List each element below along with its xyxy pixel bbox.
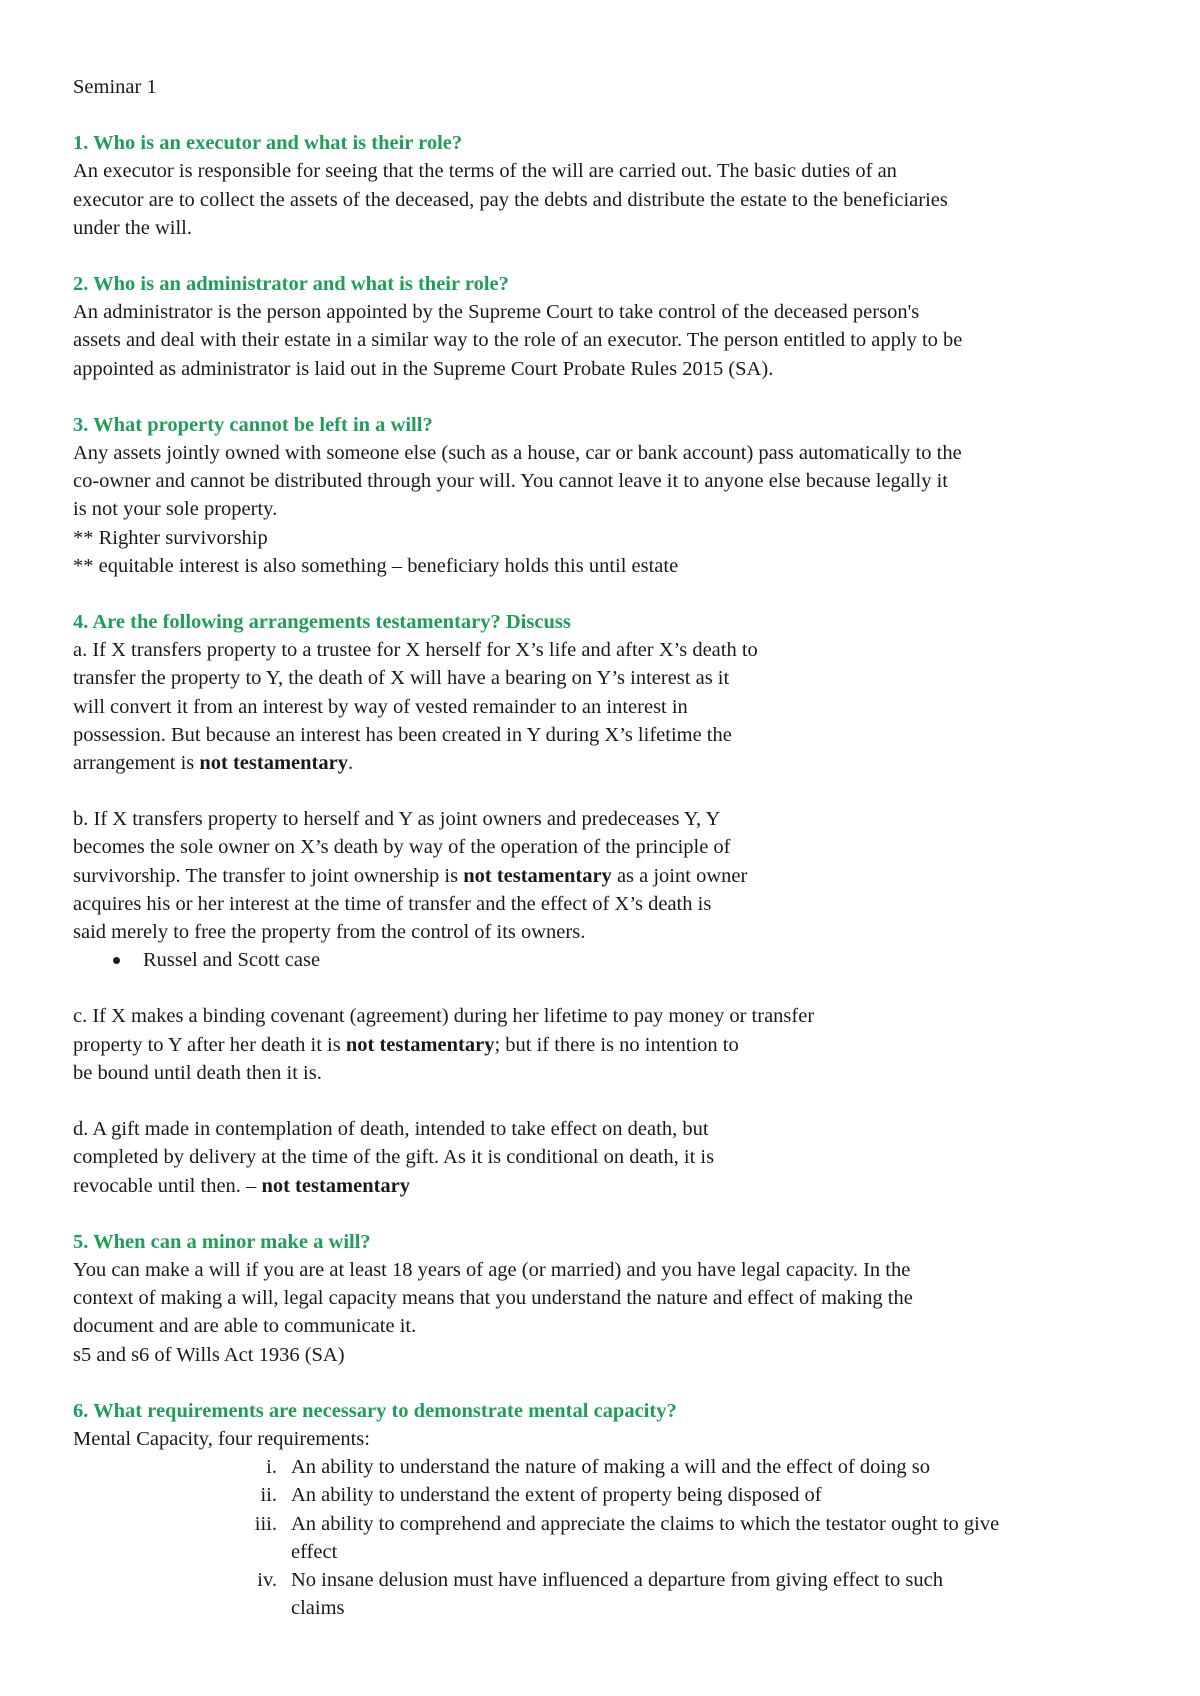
- answer-line: executor are to collect the assets of the deceased, pay the debts and distribute the estate to the beneficiaries: [73, 188, 948, 211]
- list-item-text: An ability to understand the nature of making a will and the effect of doing so: [291, 1456, 930, 1479]
- line-text: ; but if there is no intention to: [494, 1033, 739, 1056]
- answer-line: acquires his or her interest at the time of transfer and the effect of X’s death is: [73, 892, 712, 915]
- question-4-part-c: [73, 1002, 923, 1087]
- document-body: [73, 73, 1153, 1622]
- question-4-heading: 4. Are the following arrangements testamentary? Discuss: [73, 611, 571, 634]
- line-text: revocable until then. –: [73, 1174, 262, 1197]
- question-3-answer: [73, 439, 1153, 580]
- question-4-part-d: [73, 1115, 923, 1200]
- answer-line: [73, 1031, 923, 1059]
- question-5-heading: 5. When can a minor make a will?: [73, 1230, 371, 1253]
- list-item: [73, 1453, 1153, 1481]
- question-3-heading: 3. What property cannot be left in a will?: [73, 413, 433, 436]
- question-4-part-a: [73, 636, 923, 777]
- question-1-answer: [73, 157, 1153, 242]
- list-item-text: effect: [291, 1540, 338, 1563]
- list-item: Russel and Scott case: [121, 946, 923, 974]
- answer-line: be bound until death then it is.: [73, 1061, 322, 1084]
- question-2-answer: [73, 298, 1153, 383]
- answer-line: appointed as administrator is laid out in the Supreme Court Probate Rules 2015 (SA).: [73, 357, 774, 380]
- line-text: .: [347, 752, 354, 775]
- document-title: Seminar 1: [73, 76, 157, 98]
- answer-line: context of making a will, legal capacity means that you understand the nature and effect of making the: [73, 1287, 913, 1310]
- answer-line: assets and deal with their estate in a similar way to the role of an executor. The person entitled to apply to be: [73, 329, 963, 352]
- answer-line: possession. But because an interest has been created in Y during X’s lifetime the: [73, 723, 732, 746]
- answer-line: [73, 749, 923, 777]
- emphasis-text: not testamentary: [261, 1174, 411, 1197]
- list-item-text: No insane delusion must have influenced a departure from giving effect to such: [291, 1568, 944, 1591]
- answer-line: a. If X transfers property to a trustee for X herself for X’s life and after X’s death to: [73, 639, 758, 662]
- case-list: [73, 946, 923, 974]
- emphasis-text: not testamentary: [199, 752, 348, 775]
- answer-line: c. If X makes a binding covenant (agreement) during her lifetime to pay money or transfer: [73, 1005, 815, 1028]
- answer-line: Any assets jointly owned with someone else (such as a house, car or bank account) pass automatically to the: [73, 442, 962, 465]
- line-text: as a joint owner: [611, 864, 748, 887]
- answer-line: becomes the sole owner on X’s death by way of the operation of the principle of: [73, 836, 731, 859]
- answer-line: An administrator is the person appointed by the Supreme Court to take control of the deceased person's: [73, 301, 920, 324]
- answer-line: You can make a will if you are at least 18 years of age (or married) and you have legal capacity. In the: [73, 1258, 911, 1281]
- answer-line: transfer the property to Y, the death of X will have a bearing on Y’s interest as it: [73, 667, 730, 690]
- list-item: [73, 1566, 1153, 1622]
- list-number: i.: [266, 1456, 277, 1479]
- list-number: iv.: [257, 1568, 277, 1591]
- list-item-text: An ability to comprehend and appreciate the claims to which the testator ought to give: [291, 1512, 1000, 1535]
- question-1-heading: 1. Who is an executor and what is their role?: [73, 132, 463, 155]
- note-line: ** equitable interest is also something – beneficiary holds this until estate: [73, 554, 679, 577]
- emphasis-text: not testamentary: [463, 864, 612, 887]
- answer-line: is not your sole property.: [73, 498, 278, 521]
- question-4-part-b: [73, 805, 923, 974]
- answer-line: completed by delivery at the time of the gift. As it is conditional on death, it is: [73, 1146, 715, 1169]
- list-number: iii.: [254, 1512, 277, 1535]
- citation-line: s5 and s6 of Wills Act 1936 (SA): [73, 1343, 345, 1366]
- answer-line: [73, 862, 923, 890]
- list-item: [73, 1510, 1153, 1566]
- list-item: [73, 1481, 1153, 1509]
- question-2-heading: 2. Who is an administrator and what is their role?: [73, 273, 509, 296]
- answer-line: [73, 1172, 923, 1200]
- question-6-intro: Mental Capacity, four requirements:: [73, 1427, 370, 1450]
- emphasis-text: not testamentary: [345, 1033, 495, 1056]
- question-6-heading: 6. What requirements are necessary to demonstrate mental capacity?: [73, 1399, 677, 1422]
- answer-line: An executor is responsible for seeing that the terms of the will are carried out. The basic duties of an: [73, 160, 897, 183]
- answer-line: under the will.: [73, 216, 192, 239]
- list-item-text: An ability to understand the extent of property being disposed of: [291, 1484, 822, 1507]
- list-item-text: claims: [291, 1597, 345, 1620]
- answer-line: d. A gift made in contemplation of death, intended to take effect on death, but: [73, 1118, 709, 1141]
- list-number: ii.: [260, 1484, 277, 1507]
- question-5-answer: [73, 1256, 1153, 1369]
- answer-line: said merely to free the property from the control of its owners.: [73, 921, 586, 944]
- line-text: survivorship. The transfer to joint ownership is: [73, 864, 464, 887]
- answer-line: document and are able to communicate it.: [73, 1315, 417, 1338]
- answer-line: b. If X transfers property to herself and Y as joint owners and predeceases Y, Y: [73, 808, 721, 831]
- note-line: ** Righter survivorship: [73, 526, 268, 549]
- line-text: property to Y after her death it is: [73, 1033, 346, 1056]
- answer-line: will convert it from an interest by way of vested remainder to an interest in: [73, 695, 688, 718]
- answer-line: co-owner and cannot be distributed through your will. You cannot leave it to anyone else because legally it: [73, 470, 949, 493]
- line-text: arrangement is: [73, 752, 200, 775]
- requirements-list: [73, 1453, 1153, 1622]
